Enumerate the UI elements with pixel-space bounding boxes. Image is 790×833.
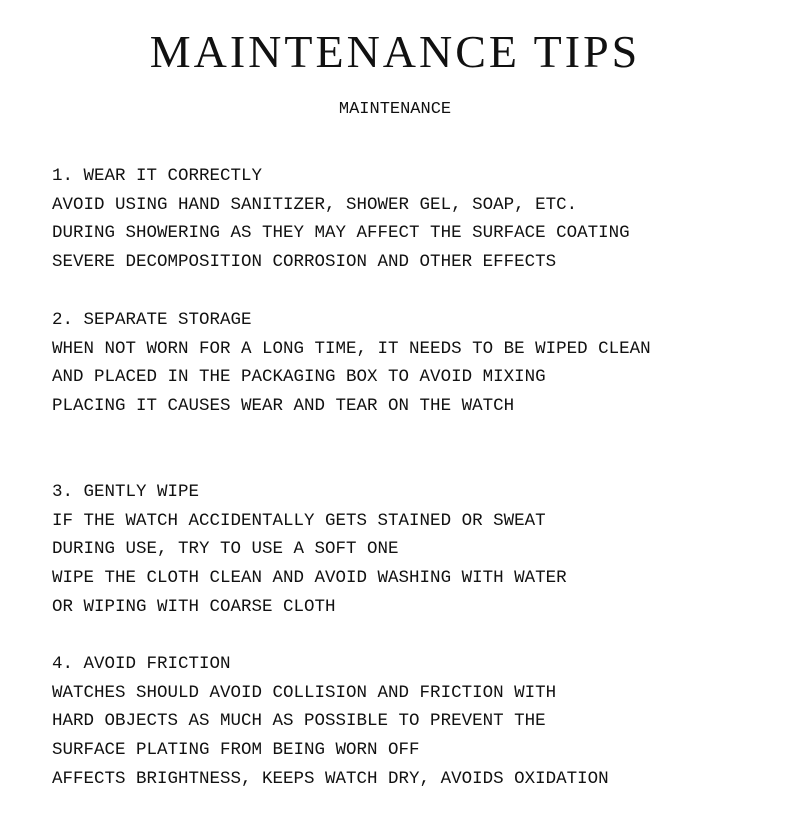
section-line: WHEN NOT WORN FOR A LONG TIME, IT NEEDS TO BE WIPED CLEAN bbox=[52, 338, 651, 359]
section-line: WIPE THE CLOTH CLEAN AND AVOID WASHING WITH WATER bbox=[52, 568, 567, 589]
section-line: IF THE WATCH ACCIDENTALLY GETS STAINED OR SWEAT bbox=[52, 510, 546, 531]
section-line: AVOID USING HAND SANITIZER, SHOWER GEL, SOAP, ETC. bbox=[52, 194, 578, 215]
section-line: HARD OBJECTS AS MUCH AS POSSIBLE TO PREVENT THE bbox=[52, 711, 546, 732]
section-line: AFFECTS BRIGHTNESS, KEEPS WATCH DRY, AVOIDS OXIDATION bbox=[52, 768, 609, 789]
tip-section-separate-storage bbox=[52, 306, 782, 421]
section-heading: 2. SEPARATE STORAGE bbox=[52, 310, 252, 330]
page-subtitle: MAINTENANCE bbox=[338, 100, 452, 119]
section-line: OR WIPING WITH COARSE CLOTH bbox=[52, 596, 336, 617]
tip-section-avoid-friction bbox=[52, 650, 782, 794]
section-line: AND PLACED IN THE PACKAGING BOX TO AVOID MIXING bbox=[52, 367, 546, 388]
section-heading: 1. WEAR IT CORRECTLY bbox=[52, 166, 263, 186]
section-line: WATCHES SHOULD AVOID COLLISION AND FRICTION WITH bbox=[52, 682, 557, 703]
section-line: DURING SHOWERING AS THEY MAY AFFECT THE SURFACE COATING bbox=[52, 223, 630, 244]
page-title: MAINTENANCE TIPS bbox=[149, 26, 641, 77]
section-line: SEVERE DECOMPOSITION CORROSION AND OTHER EFFECTS bbox=[52, 252, 557, 273]
section-heading: 4. AVOID FRICTION bbox=[52, 654, 231, 674]
tip-section-wear-correctly bbox=[52, 162, 782, 277]
section-line: PLACING IT CAUSES WEAR AND TEAR ON THE WATCH bbox=[52, 396, 515, 417]
section-heading: 3. GENTLY WIPE bbox=[52, 482, 200, 502]
tip-section-gently-wipe bbox=[52, 478, 782, 622]
section-line: SURFACE PLATING FROM BEING WORN OFF bbox=[52, 740, 420, 761]
section-line: DURING USE, TRY TO USE A SOFT ONE bbox=[52, 539, 399, 560]
